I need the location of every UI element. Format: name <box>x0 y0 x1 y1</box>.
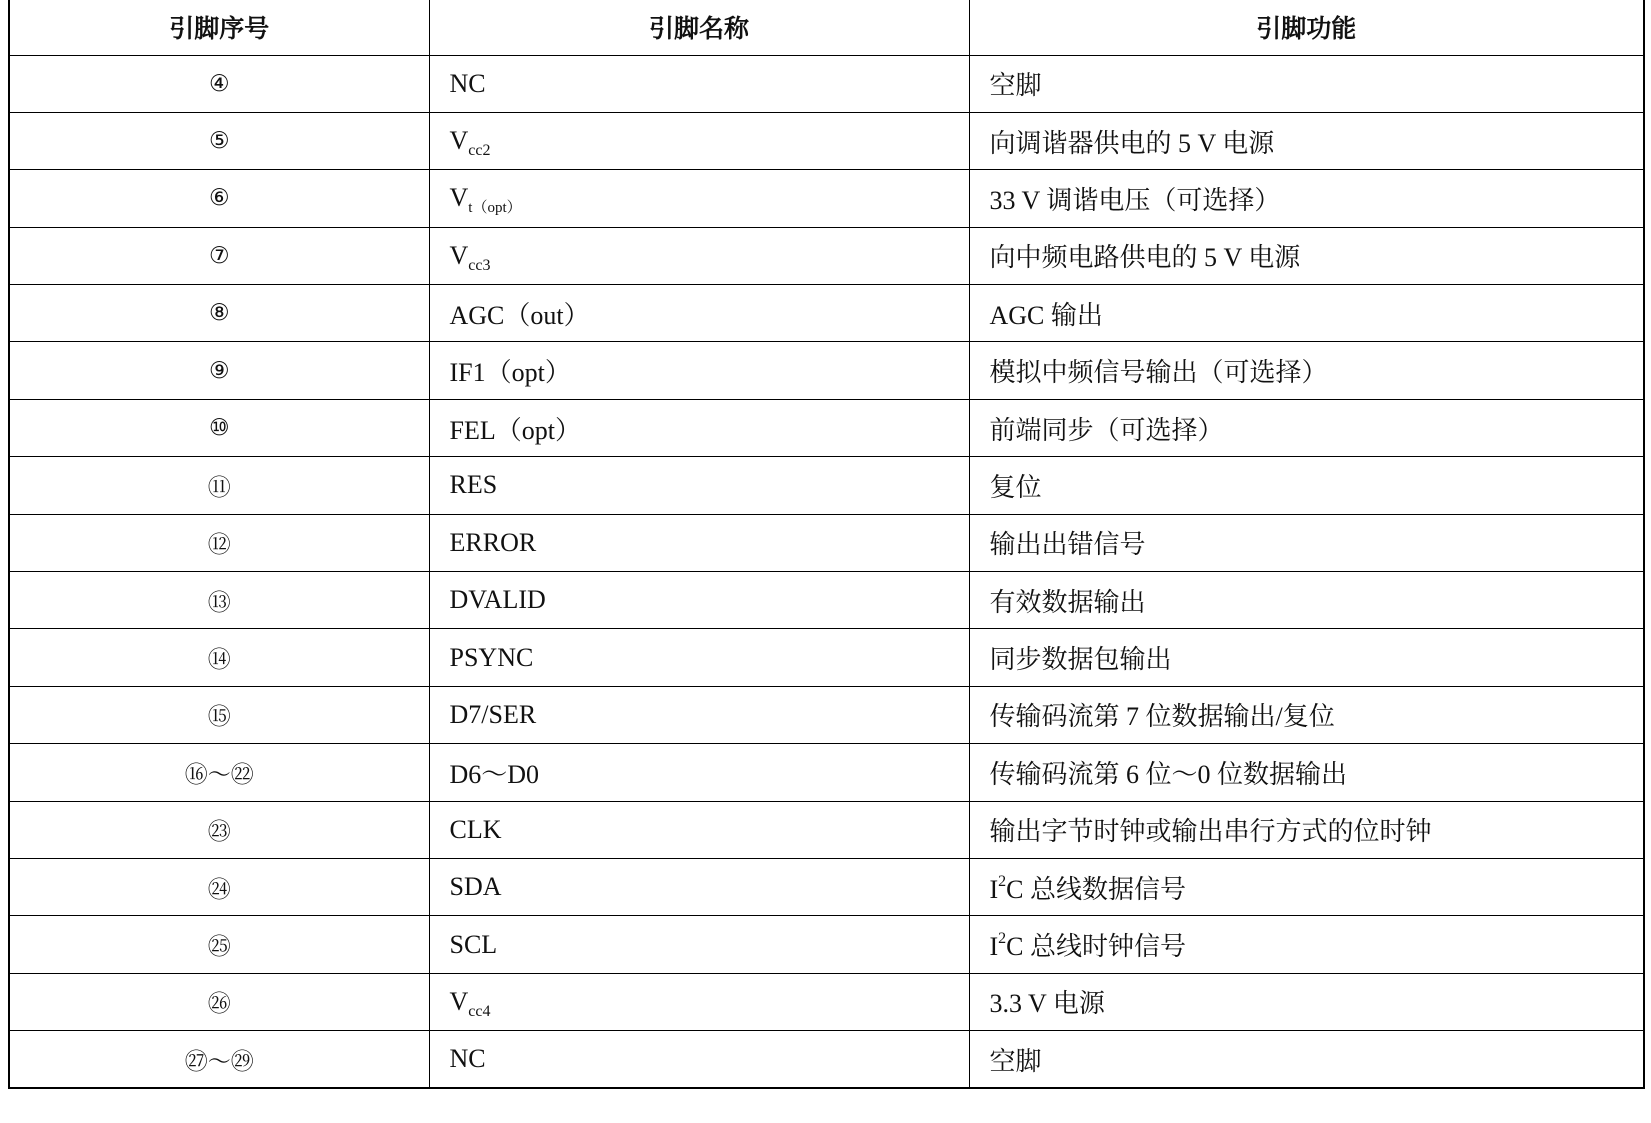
pin-name-base: SCL <box>449 929 498 959</box>
pin-function <box>969 285 1644 342</box>
pin-function <box>969 55 1644 112</box>
pin-function-text: 复位 <box>989 472 1042 502</box>
pin-name-subscript: cc4 <box>468 1002 491 1020</box>
table-row <box>9 801 1644 858</box>
pin-name-base: SDA <box>449 872 502 902</box>
table-row <box>9 55 1644 112</box>
pin-function-text: 3.3 V 电源 <box>989 989 1105 1019</box>
table-row <box>9 629 1644 686</box>
table-row <box>9 916 1644 973</box>
pin-function <box>969 572 1644 629</box>
pin-name-base: PSYNC <box>449 642 534 672</box>
pin-name <box>429 686 969 743</box>
pin-function-text: 33 V 调谐电压（可选择） <box>989 185 1281 215</box>
pin-function-prefix: I <box>989 874 999 904</box>
table-row <box>9 457 1644 514</box>
pin-function <box>969 858 1644 915</box>
pin-number: ④ <box>9 55 429 112</box>
pin-name-base: FEL（opt） <box>449 415 581 445</box>
pin-function <box>969 916 1644 973</box>
pin-function-text: 传输码流第 6 位～0 位数据输出 <box>989 759 1348 789</box>
pin-name <box>429 973 969 1030</box>
pin-function-prefix: I <box>989 932 999 962</box>
pin-name-base: DVALID <box>449 585 546 615</box>
pin-function-text: 有效数据输出 <box>989 587 1146 617</box>
pin-name-base: D6～D0 <box>449 759 540 789</box>
pin-function <box>969 1031 1644 1088</box>
pin-number: ⑯～㉒ <box>9 744 429 801</box>
pin-number: ⑧ <box>9 285 429 342</box>
pin-function <box>969 342 1644 399</box>
pin-number: ⑫ <box>9 514 429 571</box>
pin-name <box>429 399 969 456</box>
pin-name <box>429 170 969 227</box>
pin-name <box>429 1031 969 1088</box>
pin-name-base: AGC（out） <box>449 300 590 330</box>
header-pin-number: 引脚序号 <box>9 0 429 55</box>
pin-name <box>429 572 969 629</box>
pin-function-table <box>8 0 1645 1089</box>
table-row <box>9 342 1644 399</box>
pin-function <box>969 629 1644 686</box>
pin-function <box>969 973 1644 1030</box>
pin-function-superscript: 2 <box>998 930 1007 948</box>
pin-function <box>969 686 1644 743</box>
pin-name-base: V <box>449 986 469 1016</box>
table-row <box>9 858 1644 915</box>
pin-function-text: 前端同步（可选择） <box>989 415 1224 445</box>
pin-name <box>429 801 969 858</box>
table-row <box>9 1031 1644 1088</box>
pin-number: ㉖ <box>9 973 429 1030</box>
pin-function <box>969 514 1644 571</box>
pin-name-base: V <box>449 240 469 270</box>
pin-function-text: AGC 输出 <box>989 300 1103 330</box>
header-pin-name: 引脚名称 <box>429 0 969 55</box>
pin-name <box>429 744 969 801</box>
table-row <box>9 686 1644 743</box>
pin-number: ㉗～㉙ <box>9 1031 429 1088</box>
pin-number: ⑦ <box>9 227 429 284</box>
pin-function <box>969 399 1644 456</box>
table-row <box>9 227 1644 284</box>
pin-function <box>969 227 1644 284</box>
pin-number: ㉕ <box>9 916 429 973</box>
pin-name <box>429 629 969 686</box>
table-row <box>9 399 1644 456</box>
pin-name <box>429 55 969 112</box>
table-body <box>9 55 1644 1088</box>
pin-function-text: 向调谐器供电的 5 V 电源 <box>989 128 1275 158</box>
table-row <box>9 112 1644 169</box>
pin-name-base: D7/SER <box>449 699 537 729</box>
pin-number: ㉔ <box>9 858 429 915</box>
pin-number: ㉓ <box>9 801 429 858</box>
pin-number: ⑭ <box>9 629 429 686</box>
pin-number: ⑬ <box>9 572 429 629</box>
pin-name-base: NC <box>449 1044 486 1074</box>
pin-function-text: 模拟中频信号输出（可选择） <box>989 358 1328 388</box>
pin-number: ⑥ <box>9 170 429 227</box>
pin-name <box>429 342 969 399</box>
pin-function <box>969 170 1644 227</box>
pin-name-subscript: t（opt） <box>468 200 522 217</box>
pin-function-text: 同步数据包输出 <box>989 645 1172 675</box>
pin-function <box>969 801 1644 858</box>
pin-name <box>429 916 969 973</box>
pin-name-base: CLK <box>449 814 502 844</box>
table-row <box>9 285 1644 342</box>
pin-function-text: 空脚 <box>989 71 1042 101</box>
table-row <box>9 572 1644 629</box>
pin-name <box>429 514 969 571</box>
pin-name-base: V <box>449 183 469 213</box>
pin-name-base: ERROR <box>449 527 537 557</box>
table-row <box>9 170 1644 227</box>
table-row <box>9 744 1644 801</box>
pin-function-text: 传输码流第 7 位数据输出/复位 <box>989 702 1335 732</box>
pin-function-text: 输出出错信号 <box>989 530 1146 560</box>
pin-name <box>429 457 969 514</box>
pin-name-base: IF1（opt） <box>449 358 571 388</box>
pin-name <box>429 858 969 915</box>
pin-number: ⑩ <box>9 399 429 456</box>
pin-function <box>969 112 1644 169</box>
pin-name <box>429 112 969 169</box>
pin-number: ⑨ <box>9 342 429 399</box>
pin-name-base: RES <box>449 470 498 500</box>
pin-function <box>969 744 1644 801</box>
table-row <box>9 514 1644 571</box>
pin-function-text: 空脚 <box>989 1046 1042 1076</box>
table-row <box>9 973 1644 1030</box>
pin-number: ⑮ <box>9 686 429 743</box>
pin-number: ⑪ <box>9 457 429 514</box>
header-pin-function: 引脚功能 <box>969 0 1644 55</box>
pin-name <box>429 227 969 284</box>
pin-function-text: 输出字节时钟或输出串行方式的位时钟 <box>989 817 1432 847</box>
pin-name-base: NC <box>449 68 486 98</box>
pin-function-text: C 总线数据信号 <box>1006 874 1187 904</box>
pin-name-subscript: cc3 <box>468 256 491 274</box>
pin-function-superscript: 2 <box>998 872 1007 890</box>
pin-name-base: V <box>449 126 469 156</box>
pin-function <box>969 457 1644 514</box>
table-header-row <box>9 0 1644 55</box>
pin-function-text: C 总线时钟信号 <box>1006 932 1187 962</box>
pin-name-subscript: cc2 <box>468 142 491 160</box>
pin-function-text: 向中频电路供电的 5 V 电源 <box>989 243 1301 273</box>
pin-name <box>429 285 969 342</box>
pin-number: ⑤ <box>9 112 429 169</box>
